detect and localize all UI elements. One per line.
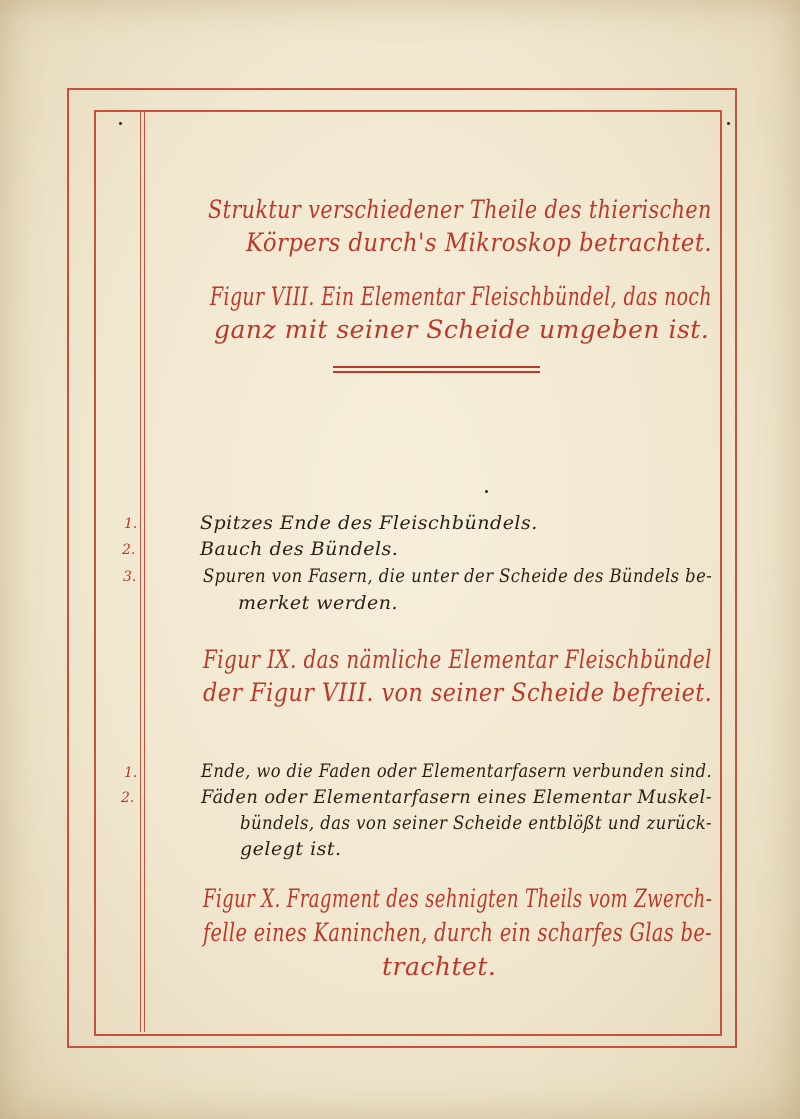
legend-item: Bauch des Bündels. — [200, 538, 399, 560]
margin-rule-left — [140, 112, 141, 1032]
ink-dot — [485, 490, 488, 493]
figure-8-heading-line-1: Figur VIII. Ein Elementar Fleischbündel, das noch — [210, 282, 712, 311]
legend-item: Fäden oder Elementarfasern eines Elementar Muskel- — [201, 786, 713, 808]
page-title-line-1: Struktur verschiedener Theile des thierischen — [208, 195, 712, 224]
ink-dot — [727, 122, 730, 125]
figure-10-heading-line-2: felle eines Kaninchen, durch ein scharfes Glas be- — [203, 918, 713, 947]
legend-item: Spuren von Fasern, die unter der Scheide des Bündels be- — [203, 565, 713, 587]
legend-number: 1. — [124, 516, 138, 532]
figure-9-heading-line-1: Figur IX. das nämliche Elementar Fleischbündel — [203, 645, 712, 674]
heading-divider-rule — [333, 366, 540, 368]
legend-number: 2. — [122, 542, 136, 558]
heading-divider-rule — [333, 371, 540, 373]
ink-dot — [119, 122, 122, 125]
legend-item: Spitzes Ende des Fleischbündels. — [200, 512, 538, 534]
legend-item-continuation: merket werden. — [238, 592, 399, 614]
legend-item-continuation: gelegt ist. — [240, 838, 342, 860]
margin-rule-right — [144, 112, 145, 1032]
legend-number: 2. — [121, 790, 135, 806]
legend-item-continuation: bündels, das von seiner Scheide entblößt und zurück- — [240, 812, 712, 834]
legend-number: 1. — [124, 765, 138, 781]
page-title-line-2: Körpers durch's Mikroskop betrachtet. — [246, 228, 713, 257]
figure-8-heading-line-2: ganz mit seiner Scheide umgeben ist. — [214, 315, 710, 344]
figure-10-heading-line-1: Figur X. Fragment des sehnigten Theils vom Zwerch- — [203, 884, 713, 913]
figure-10-heading-line-3: trachtet. — [382, 952, 497, 981]
figure-9-heading-line-2: der Figur VIII. von seiner Scheide befreiet. — [203, 678, 713, 707]
legend-number: 3. — [123, 569, 137, 585]
legend-item: Ende, wo die Faden oder Elementarfasern verbunden sind. — [201, 760, 713, 782]
